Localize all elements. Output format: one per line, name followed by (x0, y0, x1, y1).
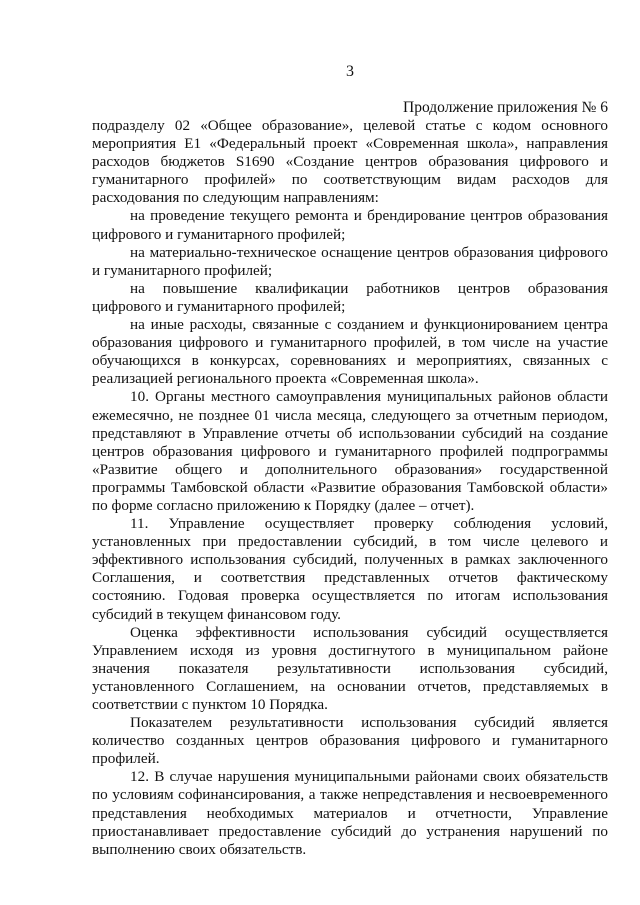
paragraph-item-10: 10. Органы местного самоуправления муниципальных районов области ежемесячно, не позднее 01 числа месяца, следующего за отчетным периодом, представляют в Управление отчеты об использовании субсидий на создание центров образования цифрового и гуманитарного профилей подпрограммы «Развитие общего и дополнительного образования» государственной программы Тамбовской области «Развитие образования Тамбовской области» по форме согласно приложению к Порядку (далее – отчет). (92, 388, 608, 514)
page-number: 3 (346, 63, 354, 80)
appendix-continuation-note: Продолжение приложения № 6 (403, 99, 608, 116)
paragraph-budget-classification: подразделу 02 «Общее образование», целевой статье с кодом основного мероприятия Е1 «Федеральный проект «Современная школа», направления расходов бюджетов S1690 «Создание центров образования цифрового и гуманитарного профилей» по соответствующим видам расходов для расходования по следующим направлениям: (92, 117, 608, 207)
paragraph-direction-training: на повышение квалификации работников центров образования цифрового и гуманитарного профилей; (92, 279, 608, 315)
paragraph-direction-other: на иные расходы, связанные с созданием и функционированием центра образования цифрового и гуманитарного профилей, в том числе на участие обучающихся в конкурсах, соревнованиях и мероприятиях, связанных с реализацией регионального проекта «Современная школа». (92, 316, 608, 388)
paragraph-direction-repair: на проведение текущего ремонта и брендирование центров образования цифрового и гуманитарного профилей; (92, 207, 608, 243)
paragraph-efficiency-assessment: Оценка эффективности использования субсидий осуществляется Управлением исходя из уровня достигнутого в муниципальном районе значения показателя результативности использования субсидий, установленного Соглашением, на основании отчетов, представляемых в соответствии с пунктом 10 Порядка. (92, 623, 608, 713)
paragraph-performance-indicator: Показателем результативности использования субсидий является количество созданных центров образования цифрового и гуманитарного профилей. (92, 714, 608, 768)
paragraph-item-12: 12. В случае нарушения муниципальными районами своих обязательств по условиям софинансирования, а также непредставления и несвоевременного представления необходимых материалов и отчетности, Управление приостанавливает предоставление субсидий до устранения нарушений по выполнению своих обязательств. (92, 768, 608, 858)
paragraph-direction-equipment: на материально-техническое оснащение центров образования цифрового и гуманитарного профилей; (92, 243, 608, 279)
paragraph-item-11: 11. Управление осуществляет проверку соблюдения условий, установленных при предоставлении субсидий, в том числе целевого и эффективного использования субсидий, полученных в рамках заключенного Соглашения, и соответствия представленных отчетов фактическому состоянию. Годовая проверка осуществляется по итогам использования субсидий в текущем финансовом году. (92, 515, 608, 623)
document-page (92, 62, 608, 859)
